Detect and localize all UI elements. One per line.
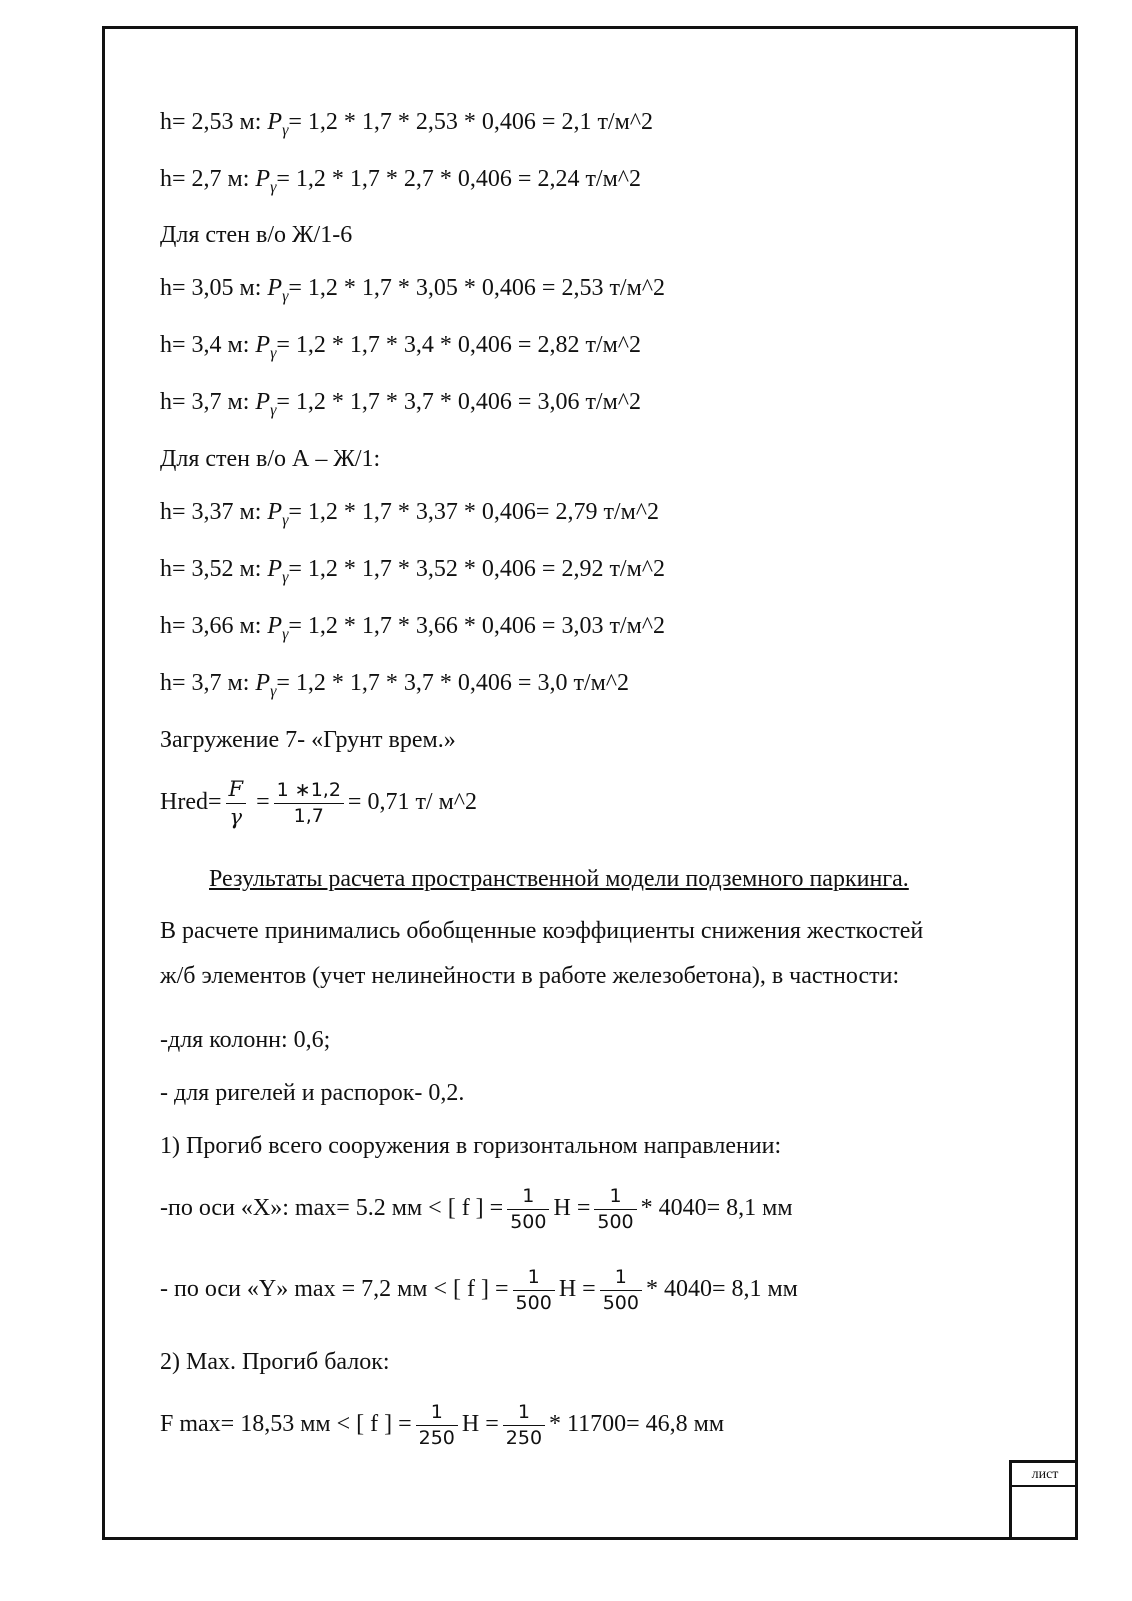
fraction	[594, 1186, 636, 1233]
formula-prefix: F max= 18,53 мм < [ f ] =	[160, 1410, 412, 1437]
denominator: 500	[515, 1291, 552, 1314]
var-letter: P	[267, 275, 283, 301]
formula-prefix: h= 3,66 м:	[160, 613, 268, 639]
pressure-var	[255, 166, 277, 196]
y-axis-deflection	[160, 1267, 798, 1314]
formula-prefix: h= 2,53 м:	[160, 109, 268, 135]
section-label: Для стен в/о А – Ж/1:	[160, 446, 381, 472]
results-heading: Результаты расчета пространственной модели подземного паркинга.	[209, 866, 909, 892]
formula-prefix: h= 3,05 м:	[160, 275, 268, 301]
var-letter: P	[255, 166, 271, 192]
var-letter: P	[255, 389, 271, 415]
formula-line	[160, 110, 653, 139]
var-subscript: γ	[282, 626, 289, 643]
numerator: 1	[416, 1402, 458, 1426]
equals-sign: =	[256, 789, 270, 816]
var-subscript: γ	[282, 512, 289, 529]
formula-rest: = 1,2 * 1,7 * 3,37 * 0,406= 2,79 т/м^2	[288, 499, 660, 525]
formula-rest: = 1,2 * 1,7 * 3,52 * 0,406 = 2,92 т/м^2	[288, 556, 666, 582]
paragraph-line: В расчете принимались обобщенные коэффициенты снижения жесткостей	[160, 918, 924, 944]
fraction	[513, 1267, 555, 1314]
numerator: 1	[600, 1267, 642, 1291]
fraction	[600, 1267, 642, 1314]
item-2-title: 2) Max. Прогиб балок:	[160, 1349, 390, 1375]
denominator: γ	[229, 805, 243, 830]
formula-prefix: h= 2,7 м:	[160, 166, 256, 192]
fraction	[503, 1402, 545, 1449]
formula-line	[160, 333, 641, 362]
formula-line	[160, 671, 629, 700]
pressure-var	[267, 275, 289, 305]
formula-middle: H =	[558, 1275, 596, 1302]
formula-rest: * 4040= 8,1 мм	[645, 1275, 798, 1302]
fraction	[507, 1186, 549, 1233]
formula-rest: * 11700= 46,8 мм	[549, 1410, 725, 1437]
numerator: F	[226, 778, 247, 804]
pressure-var	[255, 332, 277, 362]
formula-prefix: h= 3,7 м:	[160, 670, 256, 696]
fraction	[416, 1402, 458, 1449]
formula-rest: = 1,2 * 1,7 * 2,7 * 0,406 = 2,24 т/м^2	[276, 166, 642, 192]
formula-prefix: h= 3,7 м:	[160, 389, 256, 415]
hred-formula	[160, 778, 477, 829]
var-subscript: γ	[282, 122, 289, 139]
var-subscript: γ	[282, 288, 289, 305]
formula-line	[160, 500, 659, 529]
var-letter: P	[267, 556, 283, 582]
numerator: 1	[594, 1186, 636, 1210]
pressure-var	[267, 499, 289, 529]
pressure-var	[255, 389, 277, 419]
formula-prefix: -по оси «X»: max= 5.2 мм < [ f ] =	[160, 1194, 504, 1221]
var-subscript: γ	[270, 179, 277, 196]
formula-line	[160, 167, 641, 196]
denominator: 500	[602, 1291, 639, 1314]
var-subscript: γ	[270, 683, 277, 700]
denominator: 1,7	[293, 805, 324, 828]
numerator: 1	[513, 1267, 555, 1291]
formula-prefix: h= 3,52 м:	[160, 556, 268, 582]
fraction	[274, 780, 344, 827]
var-letter: P	[267, 613, 283, 639]
hred-label: Hred=	[160, 789, 222, 816]
var-subscript: γ	[282, 569, 289, 586]
pressure-var	[267, 556, 289, 586]
formula-middle: H =	[553, 1194, 591, 1221]
formula-line	[160, 614, 665, 643]
formula-rest: = 1,2 * 1,7 * 3,7 * 0,406 = 3,06 т/м^2	[276, 389, 642, 415]
item-1-title: 1) Прогиб всего сооружения в горизонтальном направлении:	[160, 1133, 782, 1159]
hred-result: = 0,71 т/ м^2	[347, 789, 478, 816]
numerator: 1 ∗1,2	[274, 780, 344, 804]
numerator: 1	[507, 1186, 549, 1210]
denominator: 250	[505, 1426, 543, 1449]
formula-line	[160, 557, 665, 586]
var-letter: P	[267, 499, 283, 525]
fraction	[226, 778, 247, 829]
paragraph-line: ж/б элементов (учет нелинейности в работе железобетона), в частности:	[160, 963, 900, 989]
pressure-var	[255, 670, 277, 700]
beam-deflection	[160, 1402, 724, 1449]
formula-line	[160, 390, 641, 419]
formula-rest: = 1,2 * 1,7 * 2,53 * 0,406 = 2,1 т/м^2	[288, 109, 654, 135]
columns-coefficient: -для колонн: 0,6;	[160, 1027, 331, 1053]
formula-prefix: h= 3,37 м:	[160, 499, 268, 525]
denominator: 500	[597, 1210, 634, 1233]
var-letter: P	[255, 332, 271, 358]
numerator: 1	[503, 1402, 545, 1426]
x-axis-deflection	[160, 1186, 793, 1233]
formula-rest: * 4040= 8,1 мм	[640, 1194, 793, 1221]
formula-prefix: - по оси «Y» max = 7,2 мм < [ f ] =	[160, 1275, 509, 1302]
formula-rest: = 1,2 * 1,7 * 3,7 * 0,406 = 3,0 т/м^2	[276, 670, 630, 696]
formula-middle: H =	[461, 1410, 499, 1437]
formula-rest: = 1,2 * 1,7 * 3,4 * 0,406 = 2,82 т/м^2	[276, 332, 642, 358]
formula-rest: = 1,2 * 1,7 * 3,05 * 0,406 = 2,53 т/м^2	[288, 275, 666, 301]
section-label: Для стен в/о Ж/1-6	[160, 222, 353, 248]
var-letter: P	[267, 109, 283, 135]
pressure-var	[267, 613, 289, 643]
denominator: 500	[510, 1210, 547, 1233]
sheet-stamp	[1009, 1460, 1078, 1540]
beams-coefficient: - для ригелей и распорок- 0,2.	[160, 1080, 465, 1106]
denominator: 250	[418, 1426, 455, 1449]
formula-rest: = 1,2 * 1,7 * 3,66 * 0,406 = 3,03 т/м^2	[288, 613, 666, 639]
var-letter: P	[255, 670, 271, 696]
sheet-label: лист	[1012, 1463, 1078, 1487]
var-subscript: γ	[270, 345, 277, 362]
var-subscript: γ	[270, 402, 277, 419]
formula-prefix: h= 3,4 м:	[160, 332, 256, 358]
pressure-var	[267, 109, 289, 139]
load-case-title: Загружение 7- «Грунт врем.»	[160, 727, 456, 753]
formula-line	[160, 276, 665, 305]
